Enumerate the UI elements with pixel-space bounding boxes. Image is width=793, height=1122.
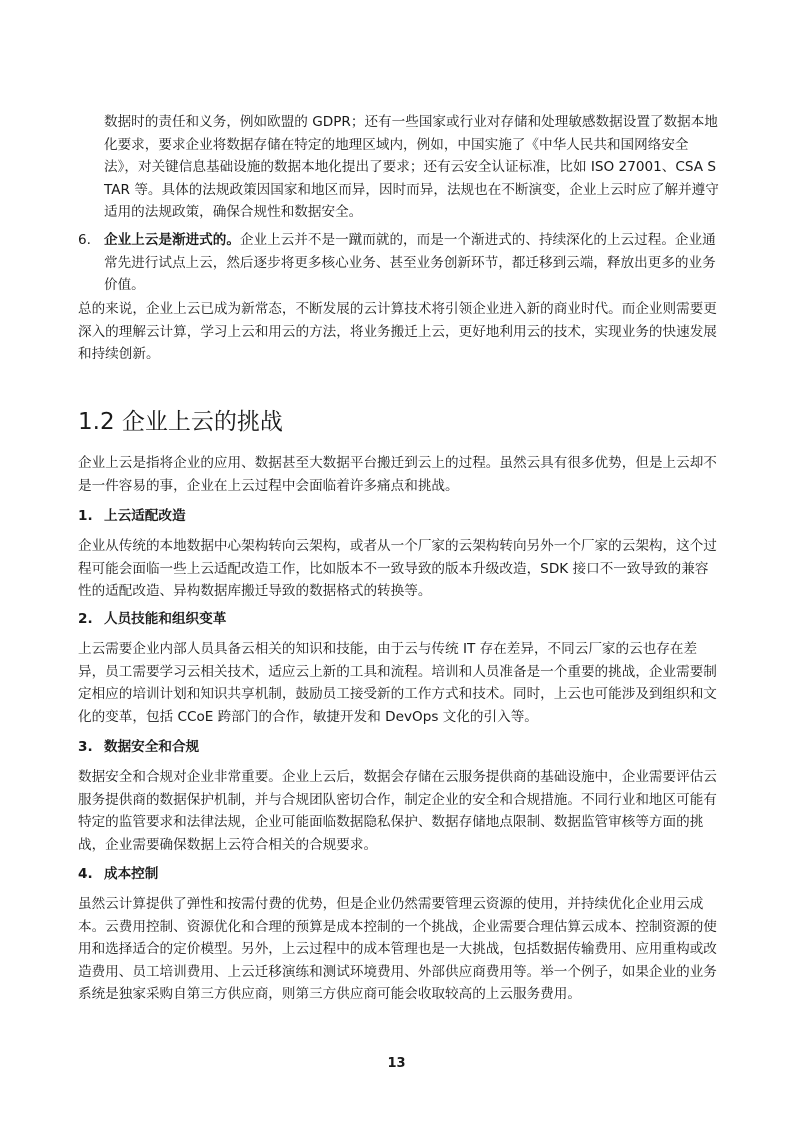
challenge-number: 2. [78,611,93,627]
challenge-body: 数据安全和合规对企业非常重要。企业上云后，数据会存储在云服务提供商的基础设施中，企业需要评估云服务提供商的数据保护机制，并与合规团队密切合作，制定企业的安全和合规措施。不同行业和地区可能有特定的监管要求和法律法规，企业可能面临数据隐私保护、数据存储地点限制、数据监管审核等方面的挑战，企业需要确保数据上云符合相关的合规要求。 [78,769,717,853]
challenge-heading [78,864,720,884]
challenge-number: 4. [78,866,93,882]
challenge-section-3 [78,737,720,856]
challenge-heading [78,737,720,757]
challenge-title: 人员技能和组织变革 [104,611,227,627]
challenge-body: 上云需要企业内部人员具备云相关的知识和技能，由于云与传统 IT 存在差异，不同云厂家的云也存在差异，员工需要学习云相关技术，适应云上新的工具和流程。培训和人员准备是一个重要的挑战，企业需要制定相应的培训计划和知识共享机制，鼓励员工接受新的工作方式和技术。同时，上云也可能涉及到组织和文化的变革，包括 CCoE 跨部门的合作，敏捷开发和 DevOps 文化的引入等。 [78,641,717,725]
challenge-number: 1. [78,508,93,524]
challenge-title: 上云适配改造 [104,508,186,524]
challenge-body: 虽然云计算提供了弹性和按需付费的优势，但是企业仍然需要管理云资源的使用，并持续优化企业用云成本。云费用控制、资源优化和合理的预算是成本控制的一个挑战，企业需要合理估算云成本、控制资源的使用和选择适合的定价模型。另外，上云过程中的成本管理也是一大挑战，包括数据传输费用、应用重构或改造费用、员工培训费用、上云迁移演练和测试环境费用、外部供应商费用等。举一个例子，如果企业的业务系统是独家采购自第三方供应商，则第三方供应商可能会收取较高的上云服务费用。 [78,896,717,1003]
summary-paragraph: 总的来说，企业上云已成为新常态，不断发展的云计算技术将引领企业进入新的商业时代。而企业则需要更深入的理解云计算，学习上云和用云的方法，将业务搬迁上云，更好地利用云的技术，实现业务的快速发展和持续创新。 [78,301,717,363]
continuation-paragraph: 数据时的责任和义务，例如欧盟的 GDPR；还有一些国家或行业对存储和处理敏感数据设置了数据本地化要求，要求企业将数据存储在特定的地理区域内，例如，中国实施了《中华人民共和国网络安全法》，对关键信息基础设施的数据本地化提出了要求；还有云安全认证标准，比如 ISO 27001、CSA STAR 等。具体的法规政策因国家和地区而异，因时而异，法规也在不断演变，企业上云时应了解并遵守适用的法规政策，确保合规性和数据安全。 [104,114,719,221]
intro-paragraph: 企业上云是指将企业的应用、数据甚至大数据平台搬迁到云上的过程。虽然云具有很多优势，但是上云却不是一件容易的事，企业在上云过程中会面临着许多痛点和挑战。 [78,455,717,494]
list-item-text: 企业上云并不是一蹴而就的，而是一个渐进式的、持续深化的上云过程。企业通常先进行试点上云，然后逐步将更多核心业务、甚至业务创新环节，都迁移到云端，释放出更多的业务价值。 [104,232,716,294]
challenge-section-1 [78,506,720,603]
list-item-body [104,229,720,297]
challenge-heading [78,609,720,629]
page-number: 13 [387,1056,406,1071]
list-item-lead: 企业上云是渐进式的。 [104,232,240,248]
section-title: 1.2 企业上云的挑战 [78,409,283,435]
list-item-6 [78,229,720,297]
challenge-heading [78,506,720,526]
challenge-title: 数据安全和合规 [104,739,200,755]
challenge-number: 3. [78,739,93,755]
challenge-title: 成本控制 [104,866,159,882]
challenge-section-2 [78,609,720,728]
challenge-body: 企业从传统的本地数据中心架构转向云架构，或者从一个厂家的云架构转向另外一个厂家的云架构，这个过程可能会面临一些上云适配改造工作，比如版本不一致导致的版本升级改造，SDK 接口不一致导致的兼容性的适配改造、异构数据库搬迁导致的数据格式的转换等。 [78,538,717,600]
list-item-number: 6. [78,232,91,248]
challenge-section-4 [78,864,720,1006]
